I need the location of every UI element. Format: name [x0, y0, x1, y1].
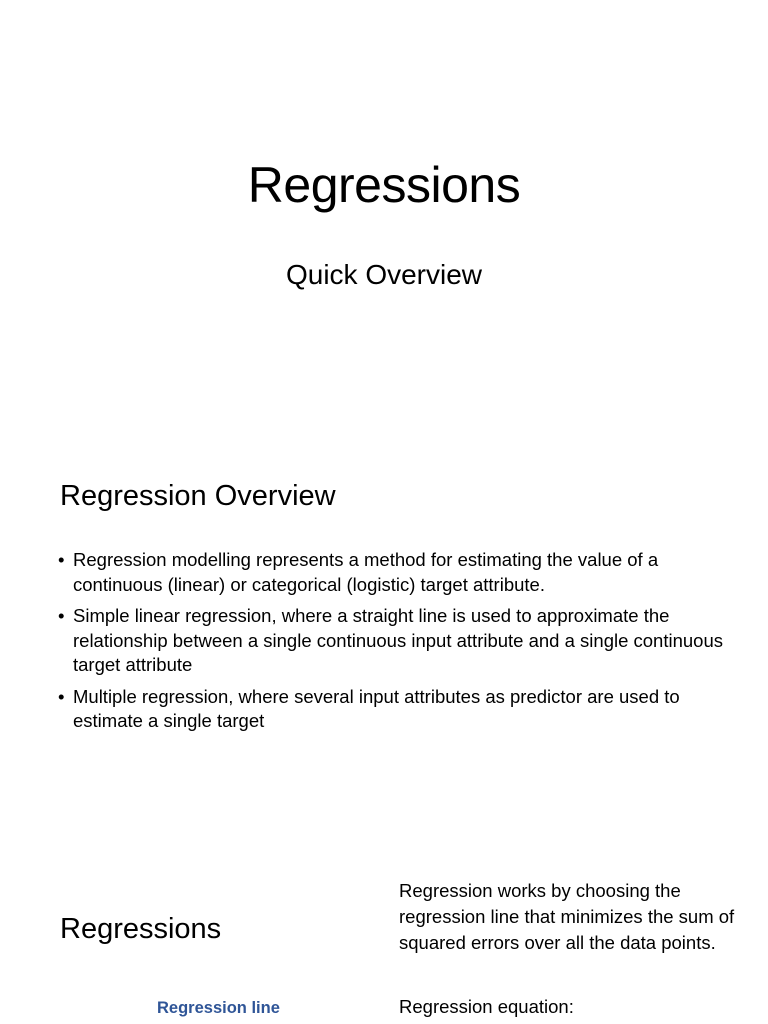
- bullet-glyph: •: [58, 605, 65, 626]
- list-item: [58, 685, 738, 734]
- bullet-text: Regression modelling represents a method for estimating the value of a continuous (linear) or categorical (logistic) target attribute.: [73, 549, 659, 595]
- bullet-glyph: •: [58, 685, 65, 707]
- bullet-text: Simple linear regression, where a straight line is used to approximate the relationship between a single continuous input attribute and a single continuous target attribute: [73, 605, 724, 675]
- title-slide: [0, 0, 768, 430]
- slide-subtitle: Quick Overview: [285, 259, 483, 290]
- bullet-glyph: •: [58, 549, 65, 570]
- list-item: [58, 548, 738, 597]
- overview-slide: [0, 430, 768, 840]
- regression-description: Regression works by choosing the regression line that minimizes the sum of squared errors over all the data points.: [399, 880, 735, 953]
- slide-title: Regressions: [247, 157, 521, 213]
- regression-equation-label: Regression equation:: [399, 996, 574, 1017]
- list-item: [58, 604, 738, 678]
- overview-heading: Regression Overview: [60, 480, 336, 512]
- regressions-slide: [0, 840, 768, 1024]
- bullet-text: Multiple regression, where several input attributes as predictor are used to estimate a single target: [73, 685, 680, 731]
- overview-bullet-list: [58, 548, 738, 741]
- regression-line-label: Regression line: [157, 999, 280, 1017]
- regressions-heading: Regressions: [60, 913, 222, 945]
